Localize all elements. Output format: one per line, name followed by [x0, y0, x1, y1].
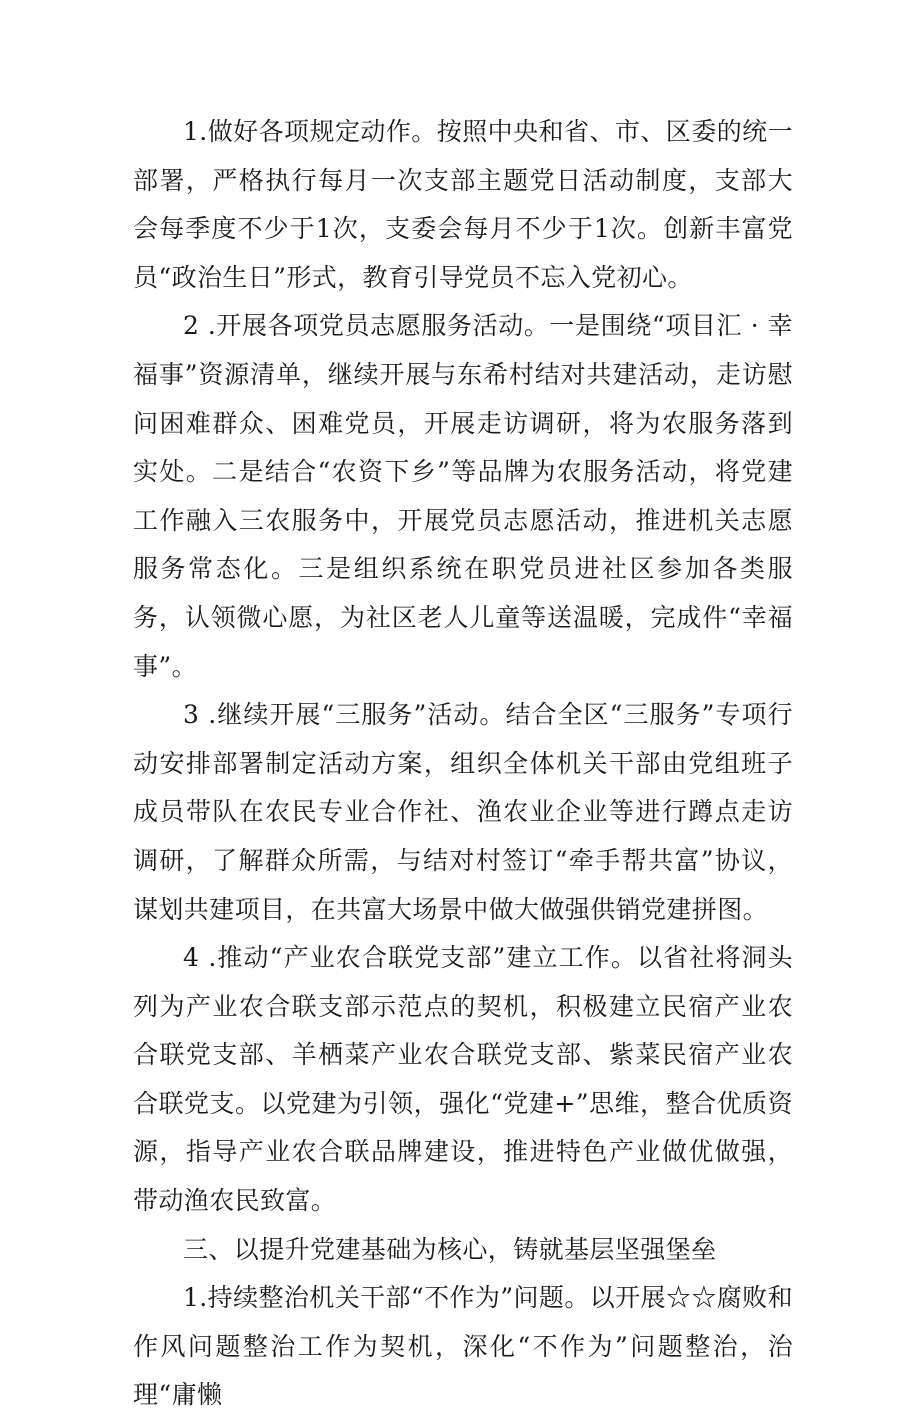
paragraph-5: 1.持续整治机关干部“不作为”问题。以开展☆☆腐败和作风问题整治工作为契机，深化“不作为”问题整治，治理“庸懒	[133, 1283, 793, 1410]
section-heading: 三、以提升党建基础为核心，铸就基层坚强堡垒	[183, 1234, 717, 1264]
paragraph-2: 2 .开展各项党员志愿服务活动。一是围绕“项目汇 · 幸福事”资源清单，继续开展与东希村结对共建活动，走访慰问困难群众、困难党员，开展走访调研，将为农服务落到实处。二是结合“农资下乡”等品牌为农服务活动，将党建工作融入三农服务中，开展党员志愿活动，推进机关志愿服务常态化。三是组织系统在职党员进社区参加各类服务，认领微心愿，为社区老人儿童等送温暖，完成件“幸福事”。	[133, 311, 793, 681]
paragraph-3: 3 .继续开展“三服务”活动。结合全区“三服务”专项行动安排部署制定活动方案，组织全体机关干部由党组班子成员带队在农民专业合作社、渔农业企业等进行蹲点走访调研，了解群众所需，与结对村签订“牵手帮共富”协议，谋划共建项目，在共富大场景中做大做强供销党建拼图。	[133, 700, 793, 924]
paragraph-1: 1.做好各项规定动作。按照中央和省、市、区委的统一部署，严格执行每月一次支部主题党日活动制度，支部大会每季度不少于1次，支委会每月不少于1次。创新丰富党员“政治生日”形式，教育引导党员不忘入党初心。	[133, 117, 793, 292]
paragraph-4: 4 .推动“产业农合联党支部”建立工作。以省社将洞头列为产业农合联支部示范点的契机，积极建立民宿产业农合联党支部、羊栖菜产业农合联党支部、紫菜民宿产业农合联党支。以党建为引领，强化“党建+”思维，整合优质资源，指导产业农合联品牌建设，推进特色产业做优做强，带动渔农民致富。	[133, 943, 793, 1216]
document-body	[133, 108, 793, 1420]
